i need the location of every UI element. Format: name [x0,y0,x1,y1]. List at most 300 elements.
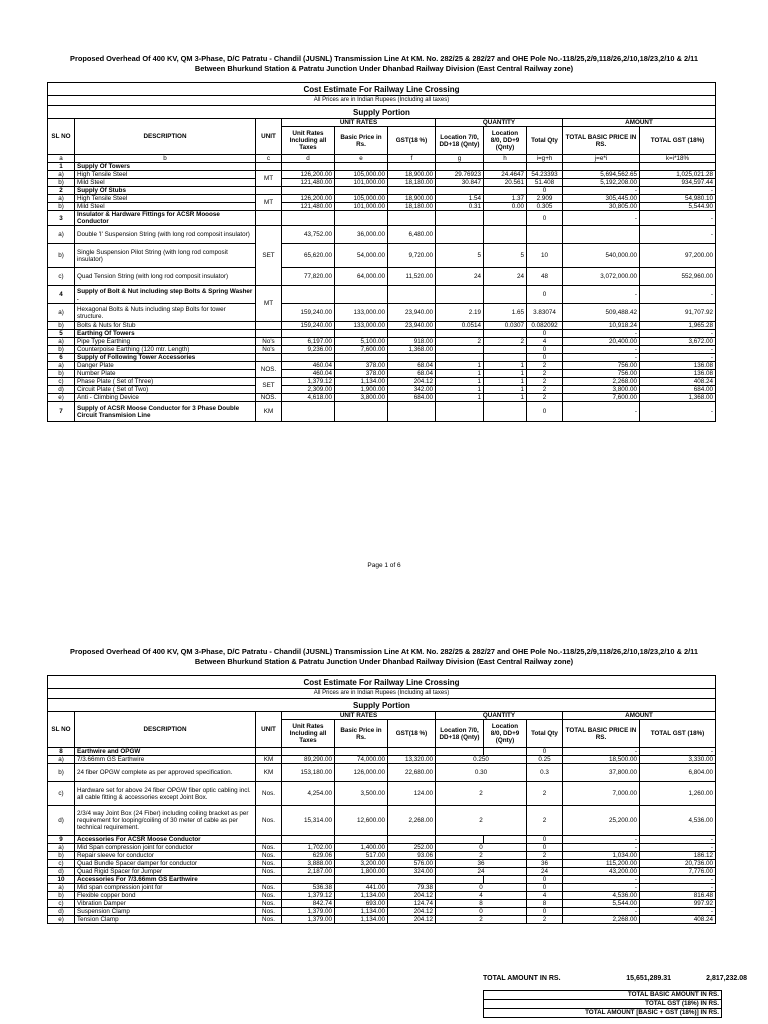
row-total-basic: 30,805.00 [563,203,640,211]
table-row [48,268,716,286]
row-location-2 [484,330,527,338]
row-gst: 684.00 [388,394,436,402]
row-slno: b) [48,203,75,211]
row-total-qty: 2 [527,370,563,378]
row-total-basic: 5,694,562.65 [563,171,640,179]
row-basic-price: 133,000.00 [335,322,388,330]
estimate-title: Cost Estimate For Railway Line Crossing [48,676,716,689]
row-slno: 9 [48,836,75,844]
row-unit [256,330,282,338]
row-description: Quad Rigid Spacer for Jumper [75,868,256,876]
row-unit-rate [282,211,335,226]
row-total-basic: - [563,346,640,354]
row-description: Supply of ACSR Moose Conductor for 3 Phase Double Circuit Transmision Line [75,402,256,422]
col-unit-rates: Unit Rates Including all Taxes [282,127,335,155]
cost-estimate-table [47,675,716,924]
col-location-2: Location 8/0, DD+9 (Qnty) [484,720,527,748]
row-description: Danger Plate [75,362,256,370]
col-gst: GST(18 %) [388,720,436,748]
row-slno: 4 [48,286,75,304]
row-gst: 9,720.00 [388,244,436,268]
row-unit: KM [256,756,282,764]
row-total-gst: 1,965.28 [640,322,716,330]
row-location-2: 20.561 [484,179,527,187]
row-unit: Nos. [256,916,282,924]
row-total-basic: 5,544.00 [563,900,640,908]
col-location-1: Location 7/0, DD+18 (Qnty) [436,127,484,155]
row-location-2 [484,346,527,354]
row-gst: 124.00 [388,782,436,806]
row-gst: 22,680.00 [388,764,436,782]
row-slno: a) [48,171,75,179]
row-location-1: 2 [436,338,484,346]
row-unit-rate: 121,480.00 [282,203,335,211]
row-basic-price: 1,400.00 [335,844,388,852]
table-row [48,226,716,244]
row-location-2 [484,354,527,362]
row-gst [388,836,436,844]
row-total-basic [563,163,640,171]
row-basic-price [335,876,388,884]
row-slno: 2 [48,187,75,195]
project-subtitle: Between Bhurkund Station & Patratu Junction Under Dhanbad Railway Division (East Central Railway zone) [194,657,574,666]
section-row [48,286,716,304]
row-total-gst: - [640,226,716,244]
row-total-basic: 7,000.00 [563,782,640,806]
row-location-2 [484,876,527,884]
row-basic-price [335,163,388,171]
row-location-qty: 2 [436,916,527,924]
row-total-qty: 48 [527,268,563,286]
row-basic-price: 3,800.00 [335,394,388,402]
row-description: Supply Of Stubs [75,187,256,195]
col-unit: UNIT [256,712,282,748]
row-total-qty: 2 [527,782,563,806]
row-total-qty: 2 [527,386,563,394]
row-total-gst: - [640,836,716,844]
row-location-1 [436,402,484,422]
row-total-basic: - [563,330,640,338]
col-total-basic: TOTAL BASIC PRICE IN RS. [563,720,640,748]
row-location-1: 1 [436,394,484,402]
row-total-basic: 3,800.00 [563,386,640,394]
row-total-qty: 3.83074 [527,304,563,322]
summary-total-basic-label: TOTAL BASIC AMOUNT IN RS. [484,991,722,1000]
row-description: Bolts & Nuts for Stub [75,322,256,330]
row-total-qty [527,226,563,244]
row-slno: a) [48,756,75,764]
row-total-basic: - [563,836,640,844]
row-description: Accessories For 7/3.66mm GS Earthwire [75,876,256,884]
row-total-basic: - [563,286,640,304]
row-total-gst: - [640,402,716,422]
section-row [48,187,716,195]
row-description: Supply of Bolt & Nut including step Bolts & Spring Washer . [75,286,256,304]
row-total-qty: 8 [527,900,563,908]
group-quantity: QUANTITY [436,119,563,127]
row-unit: No's [256,338,282,346]
row-gst [388,330,436,338]
table-row [48,346,716,354]
row-slno: a) [48,338,75,346]
section-row [48,163,716,171]
row-basic-price: 693.00 [335,900,388,908]
row-total-qty: 2 [527,378,563,386]
row-slno: b) [48,370,75,378]
row-total-qty: 0 [527,286,563,304]
row-total-qty: 0.25 [527,756,563,764]
summary-table [483,990,722,1018]
row-location-1: 30.847 [436,179,484,187]
row-basic-price: 105,000.00 [335,195,388,203]
table-row [48,852,716,860]
section-row [48,354,716,362]
row-slno: e) [48,394,75,402]
row-total-qty [527,163,563,171]
col-total-qty: Total Qty [527,127,563,155]
row-unit-rate: 15,314.00 [282,806,335,836]
row-unit-rate [282,354,335,362]
row-unit-rate: 43,752.00 [282,226,335,244]
row-total-gst [640,163,716,171]
row-location-qty: 36 [436,860,527,868]
col-unit: UNIT [256,119,282,155]
row-location-qty: 0 [436,844,527,852]
row-location-2: 1 [484,394,527,402]
summary-total-gst-label: TOTAL GST (18%) IN RS. [484,1000,722,1009]
row-location-2: 0.00 [484,203,527,211]
col-slno: SL NO [48,119,75,155]
row-total-gst: - [640,211,716,226]
col-unit-rates: Unit Rates Including all Taxes [282,720,335,748]
table-row [48,868,716,876]
row-total-qty: 2 [527,394,563,402]
row-gst: 576.00 [388,860,436,868]
row-total-basic: 1,034.00 [563,852,640,860]
row-unit: No's [256,346,282,354]
row-total-basic: 18,500.00 [563,756,640,764]
row-unit-rate: 460.04 [282,362,335,370]
row-total-qty: 0.082092 [527,322,563,330]
row-description: 7/3.66mm GS Earthwire [75,756,256,764]
row-unit-rate: 9,236.00 [282,346,335,354]
row-location-1 [436,354,484,362]
section-row [48,836,716,844]
row-description: Mid Span compression joint for conductor [75,844,256,852]
row-location-1: 0.0514 [436,322,484,330]
group-unit-rates: UNIT RATES [282,712,436,720]
row-unit: KM [256,402,282,422]
row-gst: 342.00 [388,386,436,394]
letter-a: a [48,155,75,163]
row-total-basic: 20,400.00 [563,338,640,346]
row-slno: d) [48,908,75,916]
total-basic-value: 15,651,289.31 [626,975,671,982]
row-total-basic: - [563,187,640,195]
row-slno: d) [48,806,75,836]
row-total-qty: 51.408 [527,179,563,187]
price-note: All Prices are in Indian Rupees (Including all taxes) [48,96,716,106]
row-location-2: 1 [484,378,527,386]
row-unit-rate: 460.04 [282,370,335,378]
table-row [48,195,716,203]
row-total-basic: - [563,884,640,892]
row-unit-rate: 1,379.12 [282,892,335,900]
table-row [48,338,716,346]
row-slno: 3 [48,211,75,226]
row-slno: 5 [48,330,75,338]
row-location-1: 24 [436,268,484,286]
row-total-gst: - [640,876,716,884]
table-row [48,884,716,892]
row-slno: 1 [48,163,75,171]
row-gst: 68.04 [388,362,436,370]
row-description: Number Plate [75,370,256,378]
row-slno: c) [48,860,75,868]
row-basic-price [335,402,388,422]
row-unit-rate: 3,888.00 [282,860,335,868]
row-location-1 [436,226,484,244]
row-total-qty: 0.3 [527,764,563,782]
row-description: Earthing Of Towers [75,330,256,338]
row-total-qty: 4 [527,338,563,346]
row-slno: e) [48,916,75,924]
row-total-qty: 0 [527,211,563,226]
letter-e: e [335,155,388,163]
section-row [48,748,716,756]
row-location-2 [484,402,527,422]
row-gst: 1,368.00 [388,346,436,354]
row-gst: 204.12 [388,378,436,386]
group-amount: AMOUNT [563,712,716,720]
row-gst [388,211,436,226]
row-location-2 [484,226,527,244]
col-basic-price: Basic Price in Rs. [335,720,388,748]
row-location-1: 1 [436,386,484,394]
row-unit-rate [282,402,335,422]
row-unit-rate: 4,254.00 [282,782,335,806]
row-total-qty: 0 [527,836,563,844]
row-total-qty: 54.23393 [527,171,563,179]
row-unit-rate [282,163,335,171]
row-unit: NOS. [256,394,282,402]
row-slno: d) [48,386,75,394]
letter-c: c [256,155,282,163]
row-unit [256,836,282,844]
row-basic-price: 54,000.00 [335,244,388,268]
table-row [48,179,716,187]
row-total-gst: 91,707.92 [640,304,716,322]
row-total-gst: 408.24 [640,916,716,924]
row-unit-rate: 842.74 [282,900,335,908]
row-total-basic: 756.00 [563,362,640,370]
row-unit: Nos. [256,868,282,876]
row-total-qty: 0 [527,884,563,892]
row-total-gst: 408.24 [640,378,716,386]
row-total-basic: - [563,908,640,916]
row-total-gst: - [640,748,716,756]
row-description: High Tensile Steel [75,195,256,203]
row-description: Single Suspension Pilot String (with long rod composit insulator) [75,244,256,268]
group-quantity: QUANTITY [436,712,563,720]
row-location-2: 0.0307 [484,322,527,330]
row-basic-price: 3,500.00 [335,782,388,806]
row-location-2: 1 [484,386,527,394]
row-location-qty: 0 [436,884,527,892]
row-unit [256,876,282,884]
row-unit: SET [256,226,282,286]
row-total-gst: 997.92 [640,900,716,908]
row-total-basic: 4,536.00 [563,892,640,900]
row-location-1 [436,286,484,304]
row-description: Flexible copper bond [75,892,256,900]
row-location-1: 1 [436,362,484,370]
row-gst: 324.00 [388,868,436,876]
row-gst: 18,180.00 [388,203,436,211]
row-gst: 93.06 [388,852,436,860]
row-unit: SET [256,378,282,394]
row-basic-price: 1,800.00 [335,868,388,876]
row-total-basic: 509,488.42 [563,304,640,322]
row-total-qty: 0 [527,330,563,338]
row-unit-rate: 126,200.00 [282,171,335,179]
row-total-gst: - [640,908,716,916]
row-total-gst: - [640,286,716,304]
row-location-qty: 8 [436,900,527,908]
table-row [48,916,716,924]
page-2-rows [48,748,716,924]
row-location-2 [484,286,527,304]
cost-estimate-table [47,82,716,422]
row-unit-rate: 6,197.00 [282,338,335,346]
row-location-qty: 2 [436,806,527,836]
row-gst [388,402,436,422]
row-total-qty: 10 [527,244,563,268]
row-total-basic: 7,600.00 [563,394,640,402]
row-unit-rate [282,187,335,195]
row-description: Hexagonal Bolts & Nuts including step Bolts for tower structure. [75,304,256,322]
row-unit: Nos. [256,844,282,852]
row-basic-price: 3,200.00 [335,860,388,868]
total-amount-label: TOTAL AMOUNT IN RS. [483,975,561,982]
row-location-1 [436,163,484,171]
row-unit: Nos. [256,806,282,836]
row-gst: 6,480.00 [388,226,436,244]
table-row [48,764,716,782]
row-basic-price: 441.00 [335,884,388,892]
row-gst: 18,900.00 [388,195,436,203]
row-slno: b) [48,852,75,860]
row-total-basic: 43,200.00 [563,868,640,876]
row-total-basic: 756.00 [563,370,640,378]
col-total-gst: TOTAL GST (18%) [640,720,716,748]
col-description: DESCRIPTION [75,119,256,155]
row-unit: Nos. [256,860,282,868]
row-unit [256,354,282,362]
row-total-gst: - [640,884,716,892]
letter-k: k=i*18% [640,155,716,163]
row-location-1: 0.31 [436,203,484,211]
row-basic-price: 64,000.00 [335,268,388,286]
row-description: Suspension Clamp [75,908,256,916]
row-unit-rate [282,748,335,756]
page-1-rows [48,163,716,422]
table-row [48,394,716,402]
project-title: Proposed Overhead Of 400 KV, QM 3-Phase, D/C Patratu - Chandil (JUSNL) Transmission Line At KM. No. 282/25 & 282/27 and OHE Pole No.-118/25,2/9,118/26,2/10,18/23,2/10 & 2/11 [70,647,698,656]
table-row [48,844,716,852]
row-basic-price: 12,600.00 [335,806,388,836]
row-gst [388,286,436,304]
row-description: Supply Of Towers [75,163,256,171]
col-total-qty: Total Qty [527,720,563,748]
total-gst-value: 2,817,232.08 [706,975,747,982]
row-basic-price [335,187,388,195]
row-slno: a) [48,226,75,244]
row-unit-rate: 629.06 [282,852,335,860]
row-basic-price [335,748,388,756]
row-unit: MT [256,195,282,211]
row-total-gst: 684.00 [640,386,716,394]
row-total-gst: 3,672.00 [640,338,716,346]
col-location-1: Location 7/0, DD+18 (Qnty) [436,720,484,748]
row-description: Quad Bundle Spacer damper for conductor [75,860,256,868]
row-gst [388,354,436,362]
group-unit-rates: UNIT RATES [282,119,436,127]
row-unit-rate: 65,620.00 [282,244,335,268]
row-total-basic: - [563,402,640,422]
row-description: Hardware set for above 24 fiber OPGW fiber optic cabling incl. all cable fitting & accessories except Joint Box. [75,782,256,806]
row-basic-price [335,330,388,338]
row-total-qty: 0 [527,354,563,362]
row-slno: a) [48,362,75,370]
row-gst: 918.00 [388,338,436,346]
table-row [48,806,716,836]
row-gst: 2,268.00 [388,806,436,836]
row-location-2 [484,748,527,756]
row-total-basic: - [563,211,640,226]
row-total-gst: 136.08 [640,362,716,370]
row-basic-price [335,211,388,226]
row-location-1 [436,748,484,756]
row-total-qty: 0.305 [527,203,563,211]
row-basic-price [335,836,388,844]
row-location-2: 1 [484,362,527,370]
row-description: Vibration Damper [75,900,256,908]
row-unit-rate: 1,379.00 [282,908,335,916]
row-total-gst: 4,536.00 [640,806,716,836]
row-unit-rate: 159,240.00 [282,322,335,330]
row-total-basic: - [563,844,640,852]
row-basic-price: 5,100.00 [335,338,388,346]
row-unit-rate: 1,379.00 [282,916,335,924]
row-unit-rate [282,836,335,844]
row-location-qty: 4 [436,892,527,900]
row-description: Tension Clamp [75,916,256,924]
estimate-title: Cost Estimate For Railway Line Crossing [48,83,716,96]
row-description: Double 'I' Suspension String (with long rod composit insulator) [75,226,256,244]
row-unit-rate: 1,379.12 [282,378,335,386]
row-unit-rate: 159,240.00 [282,304,335,322]
row-unit-rate: 536.38 [282,884,335,892]
table-row [48,244,716,268]
row-gst [388,876,436,884]
row-gst [388,163,436,171]
col-total-basic: TOTAL BASIC PRICE IN RS. [563,127,640,155]
row-unit-rate [282,876,335,884]
letter-h: h [484,155,527,163]
table-row [48,908,716,916]
row-unit-rate [282,286,335,304]
